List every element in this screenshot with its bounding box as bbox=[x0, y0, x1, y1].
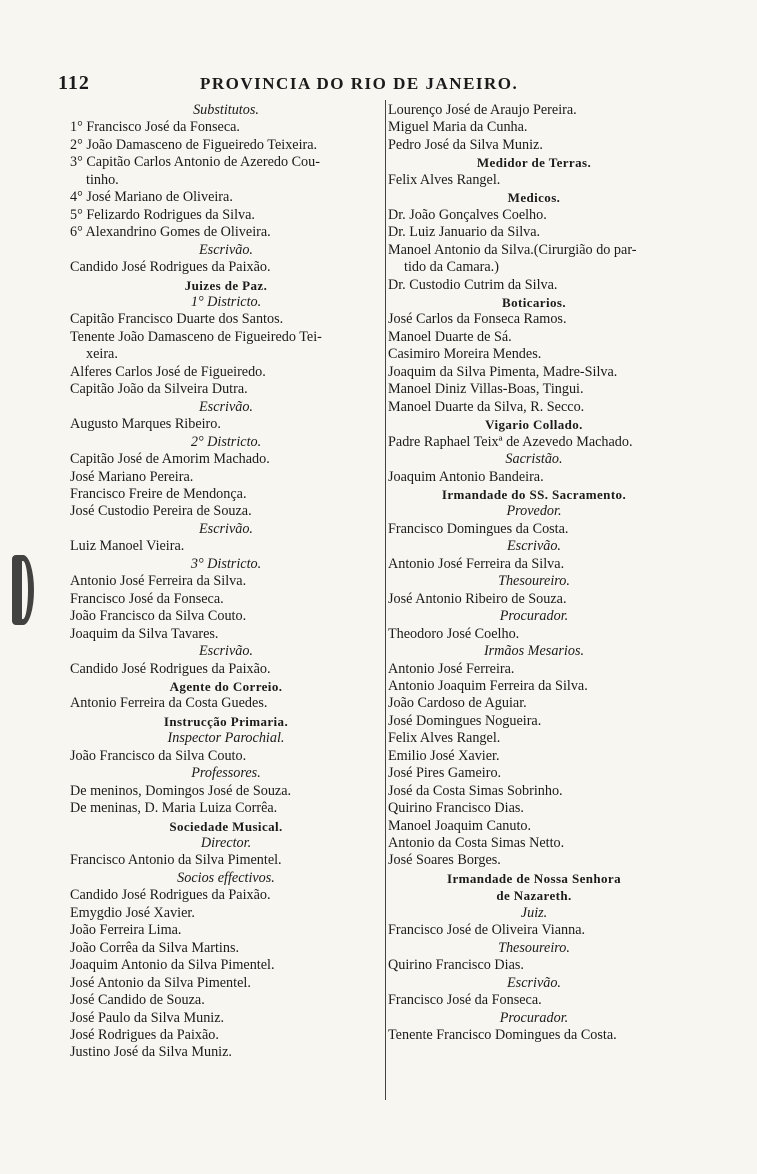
section-heading: Boticarios. bbox=[502, 294, 566, 310]
text-line: Justino José da Silva Muniz. bbox=[70, 1044, 232, 1061]
text-line: Tenente Francisco Domingues da Costa. bbox=[388, 1027, 617, 1044]
section-heading: Vigario Collado. bbox=[485, 417, 583, 433]
text-line: Antonio da Costa Simas Netto. bbox=[388, 835, 565, 852]
text-line: Joaquim Antonio Bandeira. bbox=[388, 468, 544, 485]
text-line: Candido José Rodrigues da Paixão. bbox=[70, 259, 271, 276]
text-line: Antonio José Ferreira da Silva. bbox=[388, 555, 565, 572]
text-line: Francisco Domingues da Costa. bbox=[388, 520, 569, 537]
text-line: Manoel Duarte da Silva, R. Secco. bbox=[388, 398, 585, 415]
text-line: Joaquim da Silva Tavares. bbox=[70, 625, 219, 642]
text-line: Capitão Francisco Duarte dos Santos. bbox=[70, 311, 284, 328]
text-line: 2° João Damasceno de Figueiredo Teixeira. bbox=[70, 136, 318, 153]
text-line: José Carlos da Fonseca Ramos. bbox=[388, 311, 567, 328]
text-line: Padre Raphael Teixª de Azevedo Machado. bbox=[388, 433, 633, 450]
text-line: João Francisco da Silva Couto. bbox=[70, 608, 247, 625]
text-line: Quirino Francisco Dias. bbox=[388, 957, 524, 974]
text-line: Manoel Joaquim Canuto. bbox=[388, 817, 532, 834]
section-heading: Agente do Correio. bbox=[169, 678, 283, 694]
section-heading: de Nazareth. bbox=[496, 888, 572, 904]
text-line: Lourenço José de Araujo Pereira. bbox=[388, 102, 577, 118]
text-line: Antonio José Ferreira da Silva. bbox=[70, 573, 247, 590]
role-subheading: 1° Districto. bbox=[190, 293, 262, 310]
text-line: Dr. Custodio Cutrim da Silva. bbox=[388, 276, 558, 293]
text-line: tido da Camara.) bbox=[404, 259, 499, 276]
text-line: Tenente João Damasceno de Figueiredo Tei- bbox=[70, 328, 322, 345]
role-subheading: Irmãos Mesarios. bbox=[483, 643, 585, 660]
text-line: Emilio José Xavier. bbox=[388, 747, 500, 764]
text-line: 5° Felizardo Rodrigues da Silva. bbox=[70, 206, 255, 223]
text-line: José Rodrigues da Paixão. bbox=[70, 1027, 219, 1044]
text-line: Felix Alves Rangel. bbox=[388, 730, 501, 747]
text-line: Miguel Maria da Cunha. bbox=[388, 119, 528, 136]
text-line: Joaquim da Silva Pimenta, Madre-Silva. bbox=[388, 363, 618, 380]
text-line: José Antonio Ribeiro de Souza. bbox=[388, 590, 567, 607]
text-line: José Domingues Nogueira. bbox=[388, 712, 542, 729]
text-line: tinho. bbox=[86, 171, 119, 188]
text-line: Emygdio José Xavier. bbox=[70, 904, 195, 921]
page-header bbox=[58, 72, 698, 98]
section-heading: Medicos. bbox=[507, 190, 561, 206]
text-line: Alferes Carlos José de Figueiredo. bbox=[70, 363, 266, 380]
left-column bbox=[70, 102, 382, 1062]
role-subheading: Substitutos. bbox=[193, 102, 259, 118]
role-subheading: Escrivão. bbox=[199, 241, 253, 258]
text-line: José Candido de Souza. bbox=[70, 992, 205, 1009]
role-subheading: Sacristão. bbox=[505, 451, 563, 468]
role-subheading: Thesoureiro. bbox=[498, 573, 570, 590]
role-subheading: 3° Districto. bbox=[190, 555, 262, 572]
role-subheading: Escrivão. bbox=[199, 520, 253, 537]
text-line: Dr. João Gonçalves Coelho. bbox=[388, 206, 547, 223]
role-subheading: Procurador. bbox=[499, 1009, 569, 1026]
text-line: De meninos, Domingos José de Souza. bbox=[70, 782, 292, 799]
text-line: Luiz Manoel Vieira. bbox=[70, 538, 185, 555]
section-heading: Instrucção Primaria. bbox=[163, 713, 289, 729]
text-line: Francisco José de Oliveira Vianna. bbox=[388, 922, 586, 939]
text-line: 4° José Mariano de Oliveira. bbox=[70, 189, 233, 206]
text-line: José Paulo da Silva Muniz. bbox=[70, 1009, 225, 1026]
text-line: De meninas, D. Maria Luiza Corrêa. bbox=[70, 800, 278, 817]
text-line: Candido José Rodrigues da Paixão. bbox=[70, 660, 271, 677]
text-line: Manoel Duarte de Sá. bbox=[388, 328, 512, 345]
text-line: Pedro José da Silva Muniz. bbox=[388, 136, 543, 153]
page-title: PROVINCIA DO RIO DE JANEIRO. bbox=[200, 74, 519, 93]
library-stamp-mark bbox=[12, 555, 34, 625]
text-line: José Mariano Pereira. bbox=[70, 468, 194, 485]
role-subheading: Director. bbox=[200, 835, 252, 852]
text-line: Manoel Diniz Villas-Boas, Tingui. bbox=[388, 381, 584, 398]
text-line: Manoel Antonio da Silva.(Cirurgião do par- bbox=[388, 241, 637, 258]
role-subheading: Thesoureiro. bbox=[498, 939, 570, 956]
text-line: João Ferreira Lima. bbox=[70, 922, 182, 939]
text-line: Francisco Antonio da Silva Pimentel. bbox=[70, 852, 282, 869]
text-line: Francisco José da Fonseca. bbox=[388, 992, 542, 1009]
role-subheading: Professores. bbox=[191, 765, 261, 782]
text-line: Quirino Francisco Dias. bbox=[388, 800, 524, 817]
role-subheading: Escrivão. bbox=[507, 974, 561, 991]
page-number: 112 bbox=[58, 72, 90, 94]
section-heading: Medidor de Terras. bbox=[476, 155, 592, 171]
section-heading: Irmandade de Nossa Senhora bbox=[446, 870, 621, 886]
column-divider bbox=[385, 100, 386, 1100]
text-line: 1° Francisco José da Fonseca. bbox=[70, 119, 240, 136]
text-line: Francisco José da Fonseca. bbox=[70, 590, 224, 607]
role-subheading: Socios effectivos. bbox=[177, 869, 275, 886]
text-line: Felix Alves Rangel. bbox=[388, 171, 501, 188]
text-line: Dr. Luiz Januario da Silva. bbox=[388, 224, 541, 241]
text-line: Francisco Freire de Mendonça. bbox=[70, 485, 247, 502]
text-line: xeira. bbox=[86, 346, 118, 363]
role-subheading: 2° Districto. bbox=[190, 433, 262, 450]
text-line: Antonio José Ferreira. bbox=[388, 660, 515, 677]
role-subheading: Inspector Parochial. bbox=[167, 730, 285, 747]
section-heading: Irmandade do SS. Sacramento. bbox=[441, 486, 627, 502]
text-line: Capitão João da Silveira Dutra. bbox=[70, 381, 248, 398]
text-line: Candido José Rodrigues da Paixão. bbox=[70, 887, 271, 904]
section-heading: Juizes de Paz. bbox=[184, 277, 268, 293]
text-line: João Corrêa da Silva Martins. bbox=[70, 939, 240, 956]
role-subheading: Provedor. bbox=[506, 503, 562, 520]
right-column bbox=[388, 102, 680, 1044]
text-line: João Cardoso de Aguiar. bbox=[388, 695, 527, 712]
role-subheading: Escrivão. bbox=[199, 643, 253, 660]
text-line: Antonio Joaquim Ferreira da Silva. bbox=[388, 677, 588, 694]
text-line: 6° Alexandrino Gomes de Oliveira. bbox=[70, 224, 271, 241]
text-line: José Antonio da Silva Pimentel. bbox=[70, 974, 251, 991]
text-line: João Francisco da Silva Couto. bbox=[70, 747, 247, 764]
text-line: Antonio Ferreira da Costa Guedes. bbox=[70, 695, 268, 712]
text-line: José Custodio Pereira de Souza. bbox=[70, 503, 252, 520]
text-line: Theodoro José Coelho. bbox=[388, 625, 520, 642]
text-line: José Pires Gameiro. bbox=[388, 765, 502, 782]
text-line: Capitão José de Amorim Machado. bbox=[70, 451, 270, 468]
role-subheading: Procurador. bbox=[499, 608, 569, 625]
role-subheading: Juiz. bbox=[520, 904, 548, 921]
text-line: Joaquim Antonio da Silva Pimentel. bbox=[70, 957, 275, 974]
text-line: José da Costa Simas Sobrinho. bbox=[388, 782, 563, 799]
text-line: Casimiro Moreira Mendes. bbox=[388, 346, 542, 363]
section-heading: Sociedade Musical. bbox=[169, 818, 283, 834]
role-subheading: Escrivão. bbox=[199, 398, 253, 415]
text-line: José Soares Borges. bbox=[388, 852, 501, 869]
text-line: Augusto Marques Ribeiro. bbox=[70, 416, 221, 433]
text-line: 3° Capitão Carlos Antonio de Azeredo Cou- bbox=[70, 154, 320, 171]
role-subheading: Escrivão. bbox=[507, 538, 561, 555]
